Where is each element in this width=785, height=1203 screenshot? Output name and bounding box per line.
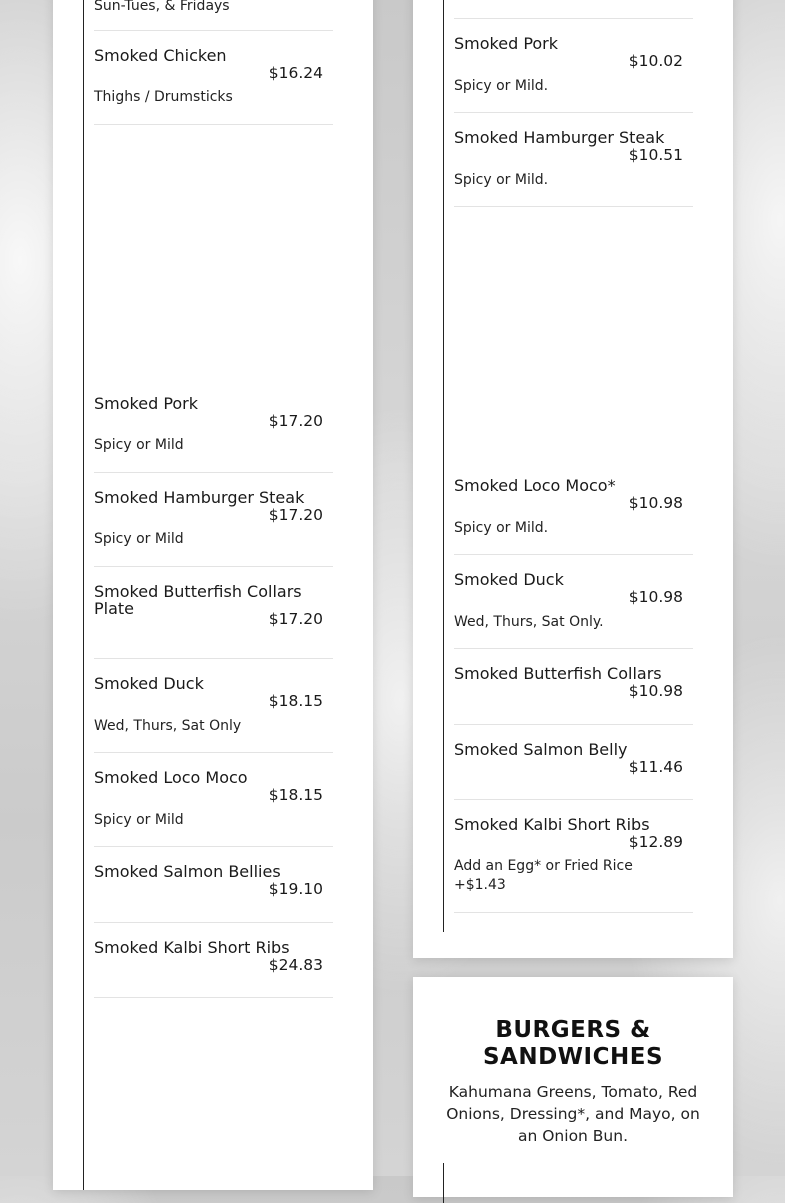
item-price: $18.15 (268, 786, 323, 804)
menu-item[interactable] (454, 35, 693, 113)
item-description: Add an Egg* or Fried Rice +$1.43 (454, 858, 633, 893)
item-price: $17.20 (268, 610, 323, 628)
top-divider (94, 30, 333, 31)
item-name: Smoked Salmon Bellies (94, 862, 281, 881)
menu-item[interactable] (454, 816, 693, 913)
item-name: Smoked Duck (94, 674, 204, 693)
item-price: $10.98 (628, 682, 683, 700)
item-description: Spicy or Mild. (454, 520, 549, 536)
menu-item[interactable] (94, 863, 333, 923)
menu-item[interactable] (94, 583, 333, 659)
item-name: Smoked Chicken (94, 46, 227, 65)
item-description: Spicy or Mild (94, 812, 184, 828)
item-description: Wed, Thurs, Sat Only. (454, 614, 604, 630)
item-name: Smoked Butterfish Collars Plate (94, 582, 302, 618)
menu-item[interactable] (454, 665, 693, 725)
top-divider (454, 18, 693, 19)
item-price: $10.98 (628, 588, 683, 606)
item-price: $17.20 (268, 412, 323, 430)
right-menu-card (413, 0, 733, 958)
burgers-section-card (413, 977, 733, 1197)
left-column-rule (83, 0, 84, 1190)
menu-item[interactable] (94, 769, 333, 847)
item-price: $10.98 (628, 494, 683, 512)
right-column-rule (443, 0, 444, 932)
item-price: $10.02 (628, 52, 683, 70)
menu-item[interactable] (94, 489, 333, 567)
section-title: BURGERS & SANDWICHES (482, 1017, 664, 1070)
item-name: Smoked Loco Moco (94, 768, 248, 787)
left-menu-card (53, 0, 373, 1190)
item-price: $12.89 (628, 833, 683, 851)
item-name: Smoked Hamburger Steak (454, 128, 665, 147)
item-name: Smoked Butterfish Collars (454, 664, 662, 683)
item-name: Smoked Pork (454, 34, 559, 53)
item-price: $18.15 (268, 692, 323, 710)
item-description: Spicy or Mild. (454, 172, 549, 188)
menu-item[interactable] (454, 129, 693, 207)
menu-item[interactable] (454, 741, 693, 800)
item-description: Spicy or Mild (94, 531, 184, 547)
section-description: Kahumana Greens, Tomato, Red Onions, Dressing*, and Mayo, on an Onion Bun. (446, 1083, 700, 1145)
item-name: Smoked Duck (454, 570, 564, 589)
item-price: $16.24 (268, 64, 323, 82)
item-description: Wed, Thurs, Sat Only (94, 718, 242, 734)
item-name: Smoked Kalbi Short Ribs (94, 938, 290, 957)
menu-item[interactable] (94, 939, 333, 998)
menu-item[interactable] (454, 477, 693, 555)
item-name: Smoked Kalbi Short Ribs (454, 815, 650, 834)
burgers-column-rule (443, 1163, 444, 1203)
item-price: $19.10 (268, 880, 323, 898)
item-price: $10.51 (628, 146, 683, 164)
item-description: Spicy or Mild. (454, 78, 549, 94)
item-price: $11.46 (628, 758, 683, 776)
item-name: Smoked Hamburger Steak (94, 488, 305, 507)
menu-item[interactable] (94, 47, 333, 125)
item-description: Spicy or Mild (94, 437, 184, 453)
item-price: $17.20 (268, 506, 323, 524)
item-price: $24.83 (268, 956, 323, 974)
item-name: Smoked Loco Moco* (454, 476, 616, 495)
top-note: Sun-Tues, & Fridays (94, 0, 230, 14)
menu-item[interactable] (454, 571, 693, 649)
item-name: Smoked Salmon Belly (454, 740, 628, 759)
menu-item[interactable] (94, 395, 333, 473)
item-name: Smoked Pork (94, 394, 199, 413)
item-description: Thighs / Drumsticks (94, 89, 233, 105)
menu-item[interactable] (94, 675, 333, 753)
